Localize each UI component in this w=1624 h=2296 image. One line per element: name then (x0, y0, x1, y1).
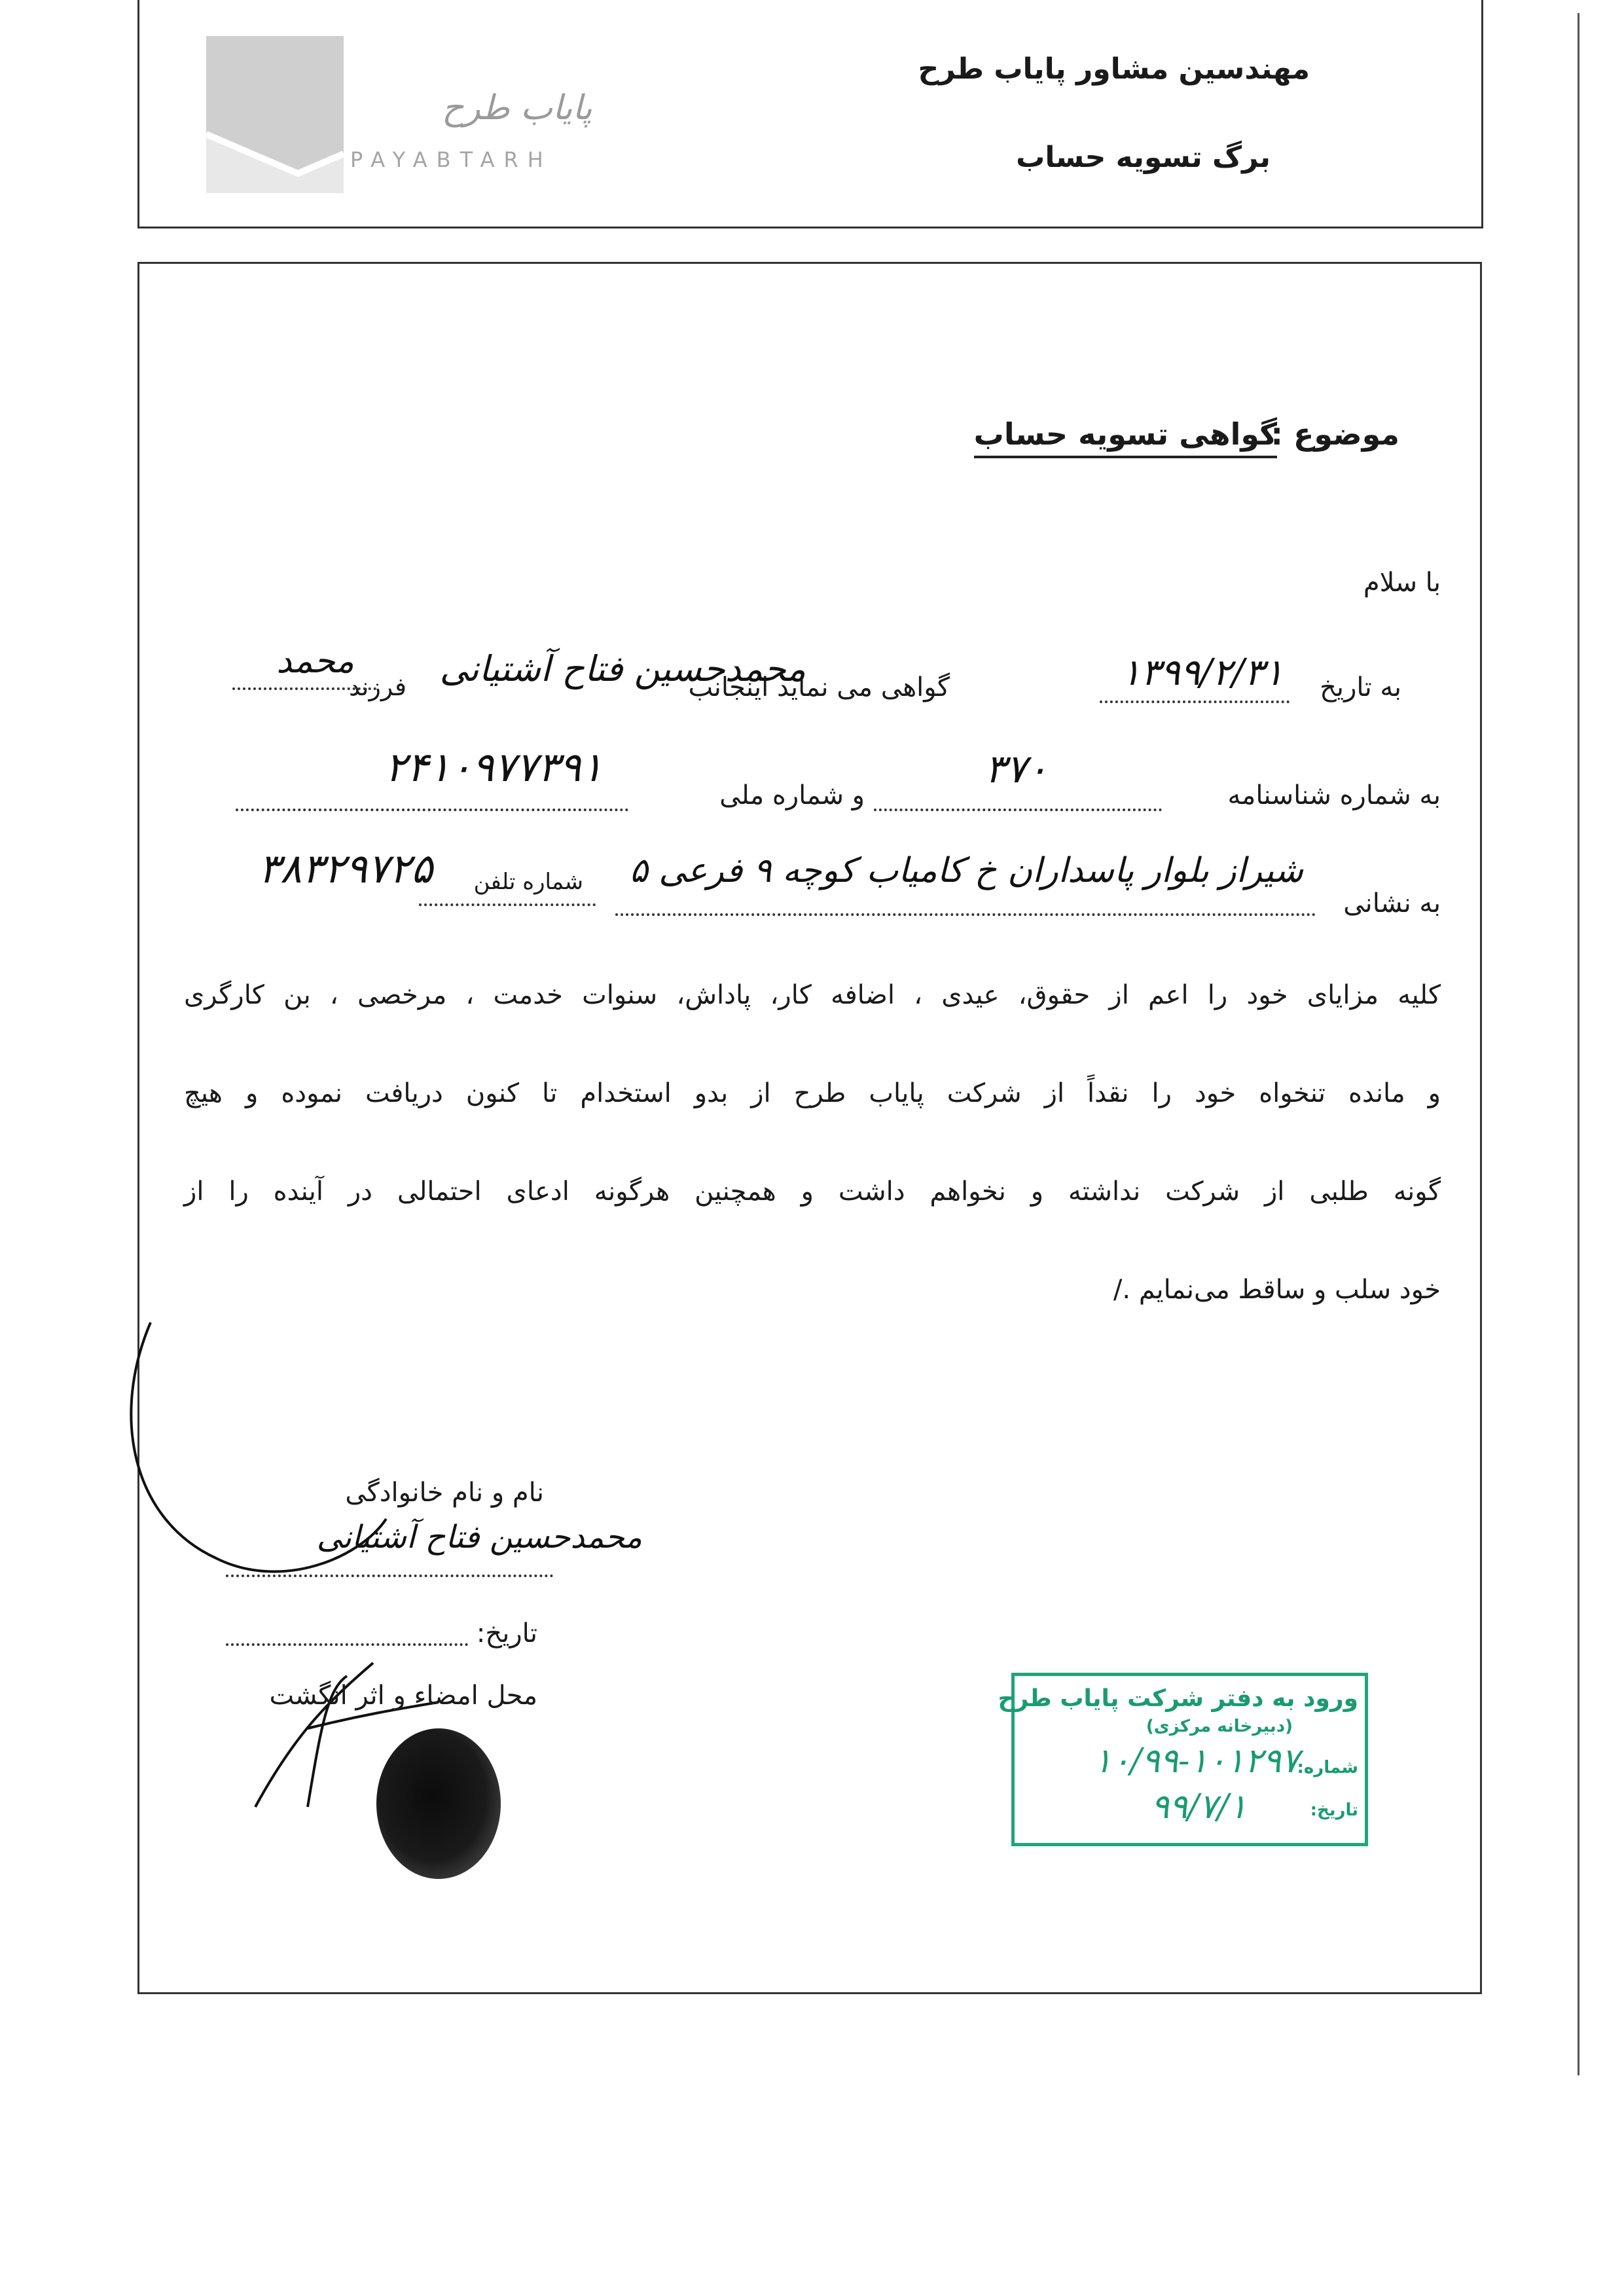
subject-label: موضوع : (1271, 416, 1399, 452)
company-logo (206, 36, 677, 200)
national-id-dotted-line (236, 809, 628, 811)
logo-persian-text: پایاب طرح (442, 88, 592, 128)
date-label: تاریخ: (476, 1618, 537, 1649)
child-of-label: فرزند (348, 672, 406, 701)
signer-name-handwritten: محمدحسین فتاح آشتیانی (316, 1519, 642, 1556)
company-name: مهندسین مشاور پایاب طرح (918, 52, 1310, 86)
birth-cert-dotted-line (874, 809, 1162, 811)
fullname-dotted-line (226, 1575, 553, 1577)
certify-text: گواهی می نماید اینجانب (688, 672, 950, 702)
father-name-handwritten: محمد (276, 642, 354, 681)
fullname-label: نام و نام خانوادگی (345, 1478, 544, 1508)
registry-stamp (998, 1673, 1368, 1846)
scan-edge-line (1578, 13, 1579, 2075)
logo-mark-icon (206, 36, 344, 193)
address-label: به نشانی (1343, 888, 1441, 919)
stamp-subtitle: (دبیرخانه مرکزی) (1146, 1717, 1293, 1736)
paragraph-line-1: کلیه مزایای خود را اعم از حقوق، عیدی ، اضافه کار، پاداش، سنوات خدمت ، مرخصی ، بن کارگری (184, 980, 1441, 1010)
national-id-handwritten: ۲۴۱۰۹۷۷۳۹۱ (384, 743, 603, 791)
stamp-date-label: تاریخ: (1310, 1800, 1358, 1820)
paragraph-line-4: خود سلب و ساقط می‌نمایم ./ (1113, 1275, 1441, 1305)
birth-cert-label: به شماره شناسنامه (1227, 780, 1441, 811)
phone-dotted-line (419, 903, 596, 906)
signature-scribble (111, 1309, 700, 2030)
date-handwritten: ۱۳۹۹/۲/۳۱ (1121, 651, 1284, 694)
employee-name-handwritten: محمدحسین فتاح آشتیانی (439, 648, 806, 689)
subject-value: گواهی تسویه حساب (974, 419, 1277, 458)
sign-place-label: محل امضاء و اثر انگشت (269, 1681, 537, 1711)
date-prefix: به تاریخ (1320, 672, 1401, 702)
phone-label: شماره تلفن (473, 869, 583, 895)
birth-cert-handwritten: ۳۷۰ (984, 746, 1048, 792)
paragraph-line-3: گونه طلبی از شرکت نداشته و نخواهم داشت و همچنین هرگونه ادعای احتمالی در آینده را از (184, 1176, 1441, 1207)
logo-english-text: PAYABTARH (350, 147, 552, 172)
date-dotted-line (1100, 701, 1290, 703)
sign-date-dotted-line (226, 1643, 468, 1646)
form-title: برگ تسویه حساب (1016, 141, 1271, 174)
stamp-date-handwritten: ۹۹/۷/۱ (1151, 1787, 1247, 1827)
phone-handwritten: ۳۸۳۲۹۷۲۵ (258, 845, 433, 892)
address-dotted-line (615, 913, 1316, 916)
paragraph-line-2: و مانده تنخواه خود را نقداً از شرکت پایاب طرح از بدو استخدام تا کنون دریافت نموده و هیچ (184, 1078, 1441, 1108)
stamp-title: ورود به دفتر شرکت پایاب طرح (998, 1685, 1358, 1712)
greeting: با سلام (1363, 568, 1441, 598)
stamp-number-label: شماره: (1297, 1758, 1358, 1777)
father-dotted-line (232, 687, 376, 690)
thumbprint (376, 1728, 501, 1879)
national-id-label: و شماره ملی (719, 780, 865, 811)
stamp-number-handwritten: ۱۰/۹۹-۱۰۱۲۹۷ (1093, 1741, 1299, 1781)
address-handwritten: شیراز بلوار پاسداران خ کامیاب کوچه ۹ فرعی ۵ (629, 851, 1303, 890)
